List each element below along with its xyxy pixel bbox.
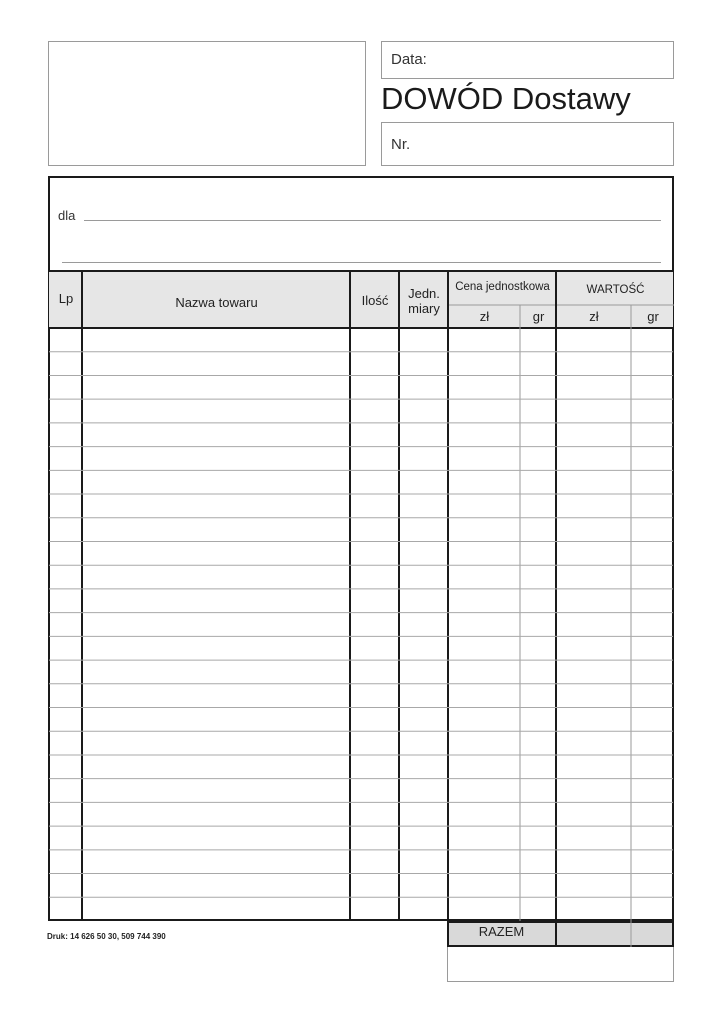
header-price-zl: zł [479,309,490,324]
header-price-gr: gr [532,309,545,324]
recipient-line-1[interactable] [84,220,661,221]
header-lp: Lp [58,291,74,306]
header-value-zl: zł [589,309,599,324]
header-value: WARTOŚĆ [586,284,645,296]
total-label: RAZEM [478,924,525,939]
recipient-label: dla [58,208,76,223]
document-title: DOWÓD Dostawy [381,81,631,116]
signature-box[interactable] [447,947,674,982]
number-box[interactable] [381,122,674,166]
header-quantity: Ilość [361,293,389,308]
recipient-line-2[interactable] [62,262,661,263]
printer-note: Druk: 14 626 50 30, 509 744 390 [47,932,166,941]
sender-stamp-box [48,41,366,166]
number-label: Nr. [391,136,411,153]
header-unit-price: Cena jednostkowa [455,281,550,293]
header-unit-line1: Jedn. [408,286,440,301]
header-item-name: Nazwa towaru [175,295,258,310]
date-label: Data: [391,51,427,68]
header-unit-line2: miary [408,301,440,316]
header-value-gr: gr [647,309,659,324]
